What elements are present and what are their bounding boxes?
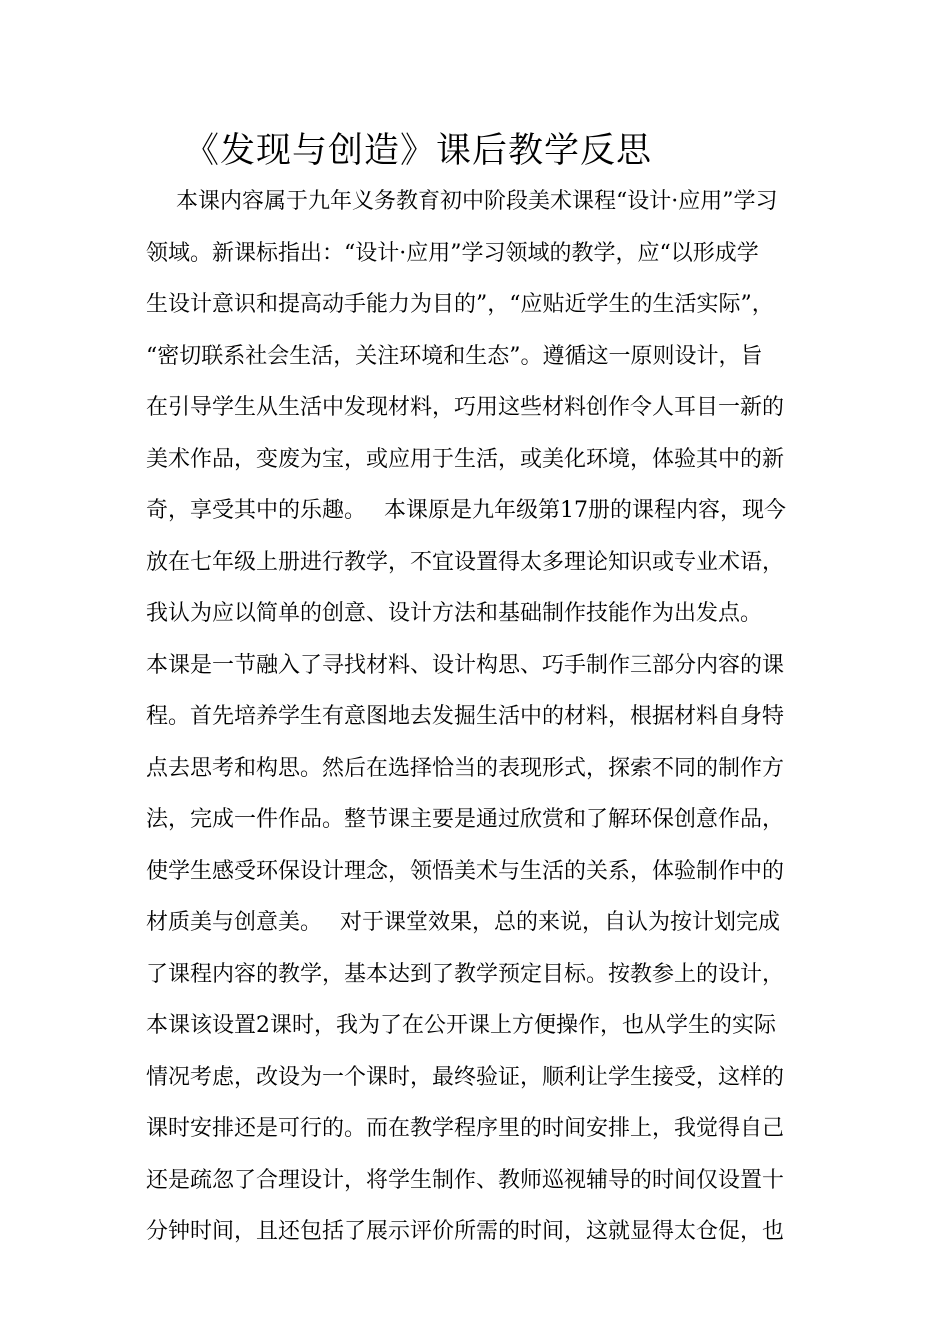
body-line: 本课该设置2课时，我为了在公开课上方便操作，也从学生的实际 [146, 1013, 776, 1038]
body-text [146, 176, 826, 1258]
body-line: “密切联系社会生活，关注环境和生态”。遵循这一原则设计，旨 [146, 343, 763, 369]
body-line: 分钟时间，且还包括了展示评价所需的时间，这就显得太仓促，也 [146, 1219, 785, 1244]
body-line: 了课程内容的教学，基本达到了教学预定目标。按教参上的设计， [146, 961, 785, 987]
body-line: 本课是一节融入了寻找材料、设计构思、巧手制作三部分内容的课 [146, 652, 785, 678]
body-line: 点去思考和构思。然后在选择恰当的表现形式，探索不同的制作方 [146, 755, 785, 781]
body-line: 生设计意识和提高动手能力为目的”，“应贴近学生的生活实际”， [146, 292, 774, 317]
body-line: 材质美与创意美。 对于课堂效果，总的来说，自认为按计划完成 [146, 910, 780, 935]
body-line: 领域。新课标指出：“设计·应用”学习领域的教学，应“以形成学 [146, 240, 759, 266]
body-line: 美术作品，变废为宝，或应用于生活，或美化环境，体验其中的新 [146, 446, 785, 472]
body-line: 在引导学生从生活中发现材料，巧用这些材料创作令人耳目一新的 [146, 395, 785, 420]
body-line: 放在七年级上册进行教学，不宜设置得太多理论知识或专业术语， [146, 549, 785, 575]
body-line: 我认为应以简单的创意、设计方法和基础制作技能作为出发点。 [146, 601, 763, 626]
body-line: 本课内容属于九年义务教育初中阶段美术课程“设计·应用”学习 [176, 189, 778, 214]
body-line: 课时安排还是可行的。而在教学程序里的时间安排上，我觉得自己 [146, 1116, 785, 1141]
body-line: 奇，享受其中的乐趣。 本课原是九年级第17册的课程内容，现今 [146, 498, 786, 523]
body-line: 还是疏忽了合理设计，将学生制作、教师巡视辅导的时间仅设置十 [146, 1167, 785, 1193]
body-line: 情况考虑，改设为一个课时，最终验证，顺利让学生接受，这样的 [146, 1064, 785, 1090]
body-line: 法，完成一件作品。整节课主要是通过欣赏和了解环保创意作品， [146, 807, 785, 832]
page-title: 《发现与创造》课后教学反思 [184, 131, 653, 171]
body-line: 使学生感受环保设计理念，领悟美术与生活的关系，体验制作中的 [146, 858, 785, 884]
body-line: 程。首先培养学生有意图地去发掘生活中的材料，根据材料自身特 [146, 704, 785, 729]
